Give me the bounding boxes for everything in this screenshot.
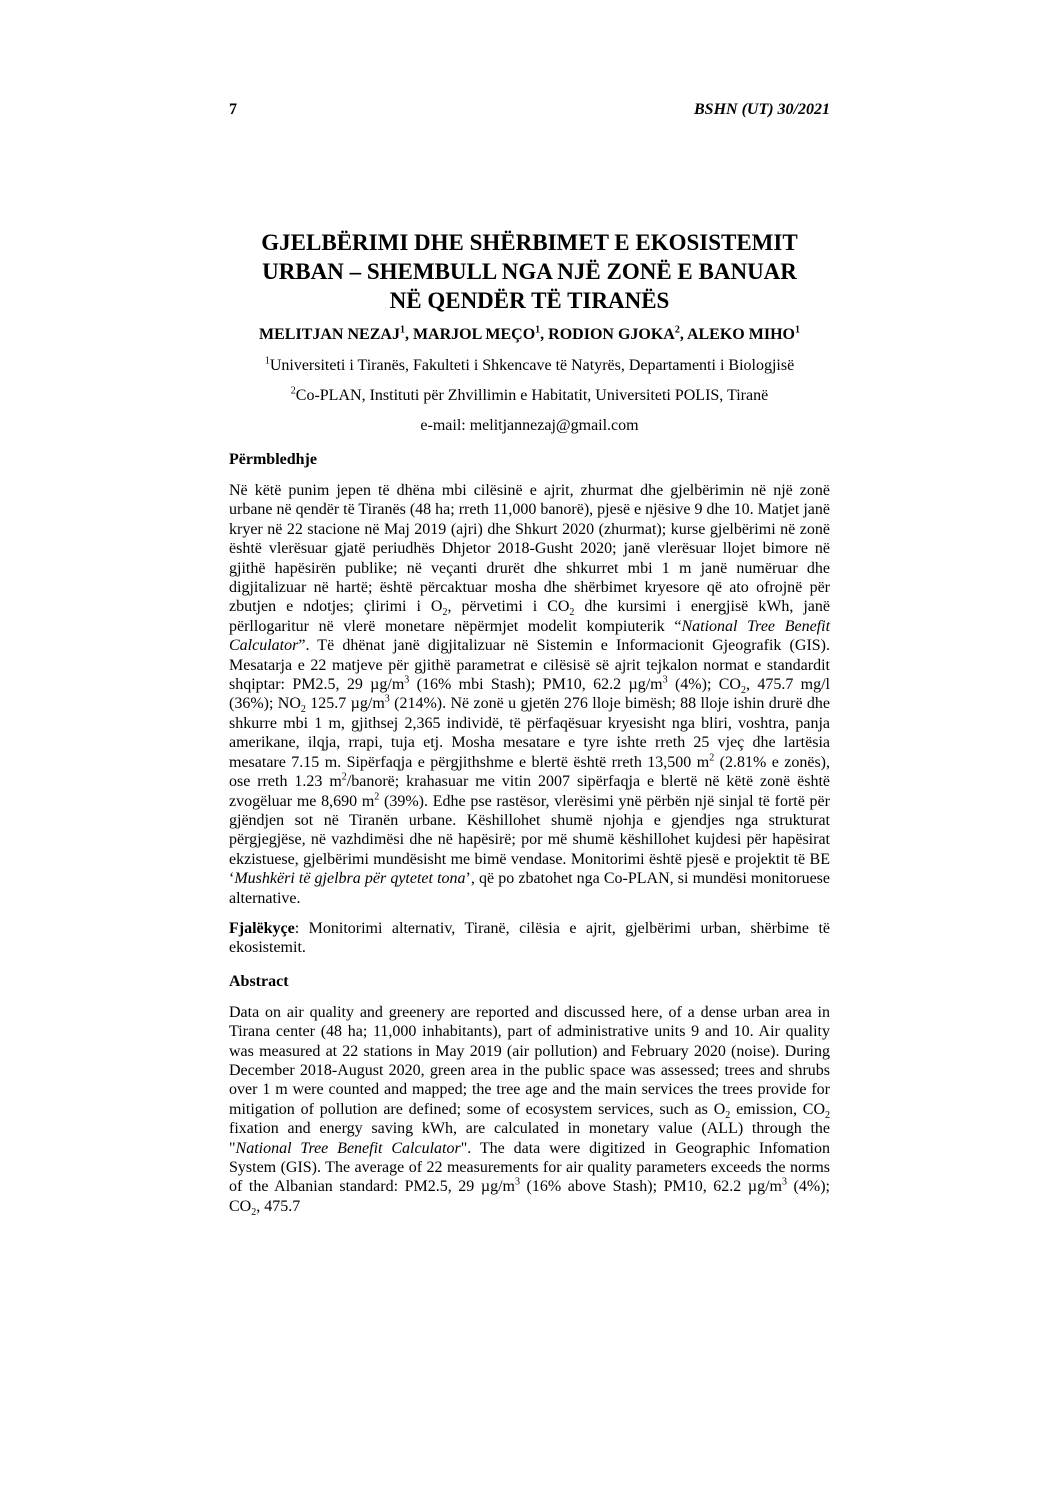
author-email: e-mail: melitjannezaj@gmail.com [420, 417, 639, 434]
superscript: 2 [374, 791, 380, 803]
affiliation-mark: 2 [290, 385, 296, 397]
text-run: (16% mbi Stash); PM10, 62.2 µg/m [409, 676, 663, 694]
text-run: (214%). Në zonë u gjetën 276 lloje bimësh; 88 lloje ishin drurë dhe shkurre mbi 1 m, gjithsej 2,365 individë, të përfaqësuar kryesisht nga bliri, voshtra, panja amerikane, ilqja, rrapi, tuja etj. Mosha mesatare e tyre ishte rreth 25 vjeç dhe lartësia mesatare 7.15 m. Sipërfaqja e përgjithshme e blertë është rreth 13,500 m [229, 695, 831, 771]
affiliation [229, 356, 830, 376]
text-run: fixation and energy saving kWh, are calculated in monetary value (ALL) through the " [229, 1120, 830, 1157]
author: MARJOL MEÇO [412, 326, 536, 343]
affiliation-text: Universiteti i Tiranës, Fakulteti i Shkencave të Natyrës, Departamenti i Biologjisë [269, 357, 795, 374]
author-affiliation-mark: 1 [535, 324, 541, 336]
title-line-2: URBAN – SHEMBULL NGA NJË ZONË E BANUAR [262, 259, 797, 284]
subscript: 2 [251, 1207, 257, 1218]
text-run: , 475.7 mg/l (36%); NO [229, 676, 831, 713]
text-run: (2.81% e zonës), ose rreth 1.23 m [229, 753, 830, 791]
text-run: 125.7 µg/m [305, 695, 385, 713]
author-separator: , [404, 326, 413, 343]
superscript: 3 [404, 674, 410, 686]
affiliation [229, 386, 830, 406]
superscript: 3 [781, 1177, 787, 1189]
text-run: (4%); CO [667, 676, 741, 694]
superscript: 2 [341, 771, 347, 783]
superscript: 3 [384, 694, 390, 706]
superscript: 3 [662, 674, 668, 686]
subscript: 2 [569, 607, 575, 619]
text-run: dhe kursimi i energjisë kWh, janë përllogaritur në vlerë monetare nëpërmjet modelit kompiuterik “ [229, 598, 831, 635]
article-title [229, 228, 830, 315]
superscript: 3 [514, 1177, 520, 1189]
affiliation-mark: 1 [264, 355, 270, 367]
permbledhje-paragraph [229, 481, 830, 908]
text-run: (16% above Stash); PM10, 62.2 µg/m [519, 1178, 782, 1196]
text-run: ". The data were digitized in Geographic Infomation System (GIS). The average of 22 measurements for air quality parameters exceeds the norms of the Albanian standard: PM2.5, 29 µg/m [229, 1139, 830, 1196]
affiliation-text: Co-PLAN, Instituti për Zhvillimin e Habitatit, Universiteti POLIS, Tiranë [295, 387, 769, 404]
author-affiliation-mark: 2 [674, 324, 680, 336]
keywords [229, 919, 830, 958]
author-list [229, 324, 830, 346]
italic-text: Mushkëri të gjelbra për qytetet tona [234, 870, 466, 888]
author: RODION GJOKA [548, 326, 675, 343]
text-run: (4%); CO [229, 1178, 830, 1215]
subscript: 2 [442, 607, 448, 619]
text-run: ”. Të dhënat janë digjitalizuar në Sistemin e Informacionit Gjeografik (GIS). Mesatarja e 22 matjeve për gjithë parametrat e cilësisë së ajrit tejkalon normat e standardit shqiptar: PM2.5, 29 µg/m [229, 637, 830, 694]
text-run: Në këtë punim jepen të dhëna mbi cilësinë e ajrit, zhurmat dhe gjelbërimin në një zonë urbane në qendër të Tiranës (48 ha; rreth 11,000 banorë), pjesë e njësive 9 dhe 10. Matjet janë kryer në 22 stacione në Maj 2019 (ajri) dhe Shkurt 2020 (zhurmat); kurse gjelbërimi në zonë është vlerësuar gjatë periudhës Dhjetor 2018-Gusht 2020; janë vlerësuar llojet bimore në gjithë hapësirën publike; në veçanti drurët dhe shkurret mbi 1 m janë numëruar dhe digjitalizuar në hartë; është përcaktuar mosha dhe shërbimet kryesore që ato ofrojnë për zbutjen e ndotjes; çlirimi i O [229, 482, 830, 616]
text-run: /banorë; krahasuar me vitin 2007 sipërfaqja e blertë në këtë zonë është zvogëluar me 8,690 m [229, 773, 831, 810]
journal-reference: BSHN (UT) 30/2021 [694, 101, 830, 118]
text-run: emission, CO [730, 1100, 826, 1118]
subscript: 2 [725, 1109, 731, 1121]
italic-text: National Tree Benefit Calculator [235, 1139, 461, 1157]
author-separator: , [540, 326, 549, 343]
text-run: , përvetimi i CO [447, 598, 570, 616]
abstract-paragraph [229, 1003, 830, 1216]
superscript: 2 [709, 752, 715, 764]
author-affiliation-mark: 1 [794, 324, 800, 336]
text-run: , 475.7 [256, 1197, 301, 1215]
author-affiliation-mark: 1 [399, 324, 405, 336]
keywords-label: Fjalëkyçe [229, 919, 295, 937]
title-line-3: NË QENDËR TË TIRANËS [389, 288, 670, 313]
text-run: Data on air quality and greenery are reported and discussed here, of a dense urban area in Tirana center (48 ha; 11,000 inhabitants), part of administrative units 9 and 10. Air quality was measured at 22 stations in May 2019 (air pollution) and February 2020 (noise). During December 2018-August 2020, green area in the public space was assessed; trees and shrubs over 1 m were counted and mapped; the tree age and the main services the trees provide for mitigation of pollution are defined; some of ecosystem services, such as O [229, 1003, 830, 1118]
text-run: ’, që po zbatohet nga Co-PLAN, si mundësi monitoruese alternative. [229, 870, 831, 907]
author-separator: , [679, 326, 687, 343]
subscript: 2 [300, 704, 306, 716]
subscript: 2 [825, 1109, 831, 1121]
italic-text: National Tree Benefit Calculator [229, 617, 831, 655]
article-body [229, 228, 830, 1216]
page-number: 7 [229, 101, 237, 118]
keywords-text: : Monitorimi alternativ, Tiranë, cilësia e ajrit, gjelbërimi urban, shërbime të ekosistemit. [229, 919, 830, 957]
section-heading-permbledhje: Përmbledhje [229, 451, 317, 468]
author: ALEKO MIHO [686, 326, 795, 343]
title-line-1: GJELBËRIMI DHE SHËRBIMET E EKOSISTEMIT [261, 230, 798, 255]
text-run: (39%). Edhe pse rastësor, vlerësimi ynë përbën një sinjal të fortë për gjëndjen sot në Tiranën urbane. Këshillohet shumë njohja e gjendjes nga strukturat përgjegjëse, në vazhdimësi dhe në hapësirë; por më shumë këshillohet kujdesi për hapësirat ekzistuese, gjelbërimi mundësisht me bimë vendase. Monitorimi është pjesë e projektit të BE ‘ [229, 792, 830, 888]
section-heading-abstract: Abstract [229, 972, 289, 990]
author: MELITJAN NEZAJ [259, 326, 400, 343]
subscript: 2 [740, 685, 746, 697]
